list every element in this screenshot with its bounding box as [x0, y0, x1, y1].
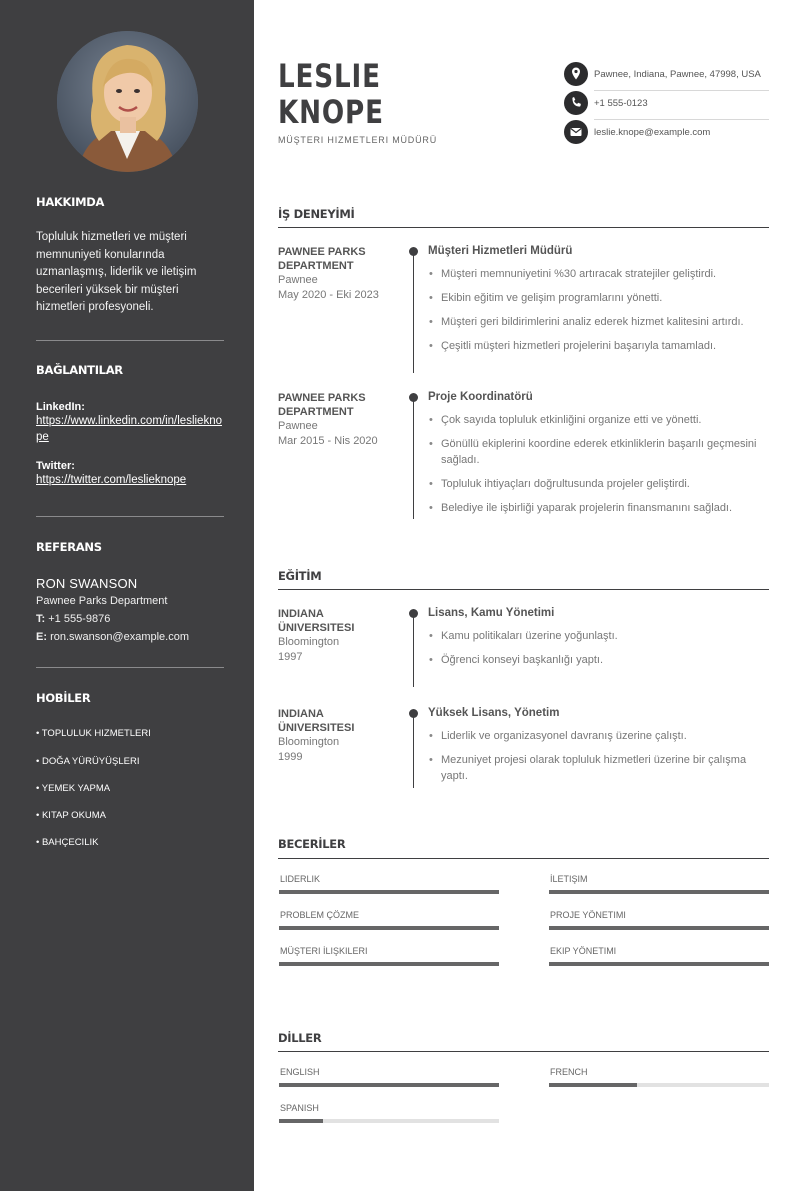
graduation-year: 1997 [278, 651, 303, 663]
hobby-item: • YEMEK YAPMA [36, 783, 111, 794]
degree-bullets [428, 628, 773, 668]
sidebar-divider [36, 667, 224, 668]
bullet-item: • Belediye ile işbirliği yaparak projelerin finansmanını sağladı. [428, 500, 773, 516]
bullet-item: • Ekibin eğitim ve gelişim programlarını yönetti. [428, 290, 773, 306]
reference-phone [36, 610, 224, 628]
section-rule [278, 589, 769, 590]
language-track [279, 1083, 499, 1087]
hobbies-section [36, 691, 224, 705]
skill-name: PROBLEM ÇÖZME [280, 910, 360, 920]
language-track [549, 1083, 769, 1087]
skill-track [279, 926, 499, 930]
skill-fill [549, 962, 769, 966]
reference-company: Pawnee Parks Department [36, 595, 168, 607]
skill-track [549, 890, 769, 894]
skills-heading: BECERİLER [278, 837, 346, 851]
language-fill [549, 1083, 637, 1087]
hobby-item: • KITAP OKUMA [36, 810, 107, 821]
employer-location: Pawnee [278, 274, 318, 286]
languages-heading: DİLLER [278, 1031, 322, 1045]
section-rule [278, 858, 769, 859]
skill-name: EKIP YÖNETIMI [550, 946, 617, 956]
location-pin-icon [564, 62, 588, 86]
reference-heading: REFERANS [36, 540, 102, 554]
skill-bar [549, 910, 769, 920]
skill-bar [279, 946, 499, 956]
person-name [278, 58, 384, 130]
bullet-item: • Müşteri memnuniyetini %30 artıracak stratejiler geliştirdi. [428, 266, 773, 282]
job-bullets [428, 412, 773, 516]
school-location: Bloomington [278, 736, 340, 748]
education-heading: EĞİTİM [278, 569, 322, 583]
graduation-year: 1999 [278, 751, 303, 763]
section-rule [278, 227, 769, 228]
employer-name: PAWNEE PARKS DEPARTMENT [278, 392, 366, 418]
skill-track [279, 962, 499, 966]
links-section [36, 363, 224, 488]
school-location: Bloomington [278, 636, 340, 648]
bullet-item: • Müşteri geri bildirimlerini analiz ederek hizmet kalitesini artırdı. [428, 314, 773, 330]
skill-name: PROJE YÖNETIMI [550, 910, 626, 920]
link-twitter [36, 460, 224, 488]
contact-phone [564, 91, 769, 120]
skill-bar [279, 874, 499, 884]
reference-phone-value: +1 555-9876 [48, 613, 111, 625]
first-name: LESLIE [278, 57, 381, 95]
degree-bullets [428, 728, 773, 784]
skill-fill [549, 926, 769, 930]
section-rule [278, 1051, 769, 1052]
timeline-dot [409, 709, 418, 718]
twitter-label: Twitter: [36, 460, 75, 472]
contact-email [564, 120, 769, 149]
employment-dates: Mar 2015 - Nis 2020 [278, 435, 378, 447]
employment-dates: May 2020 - Eki 2023 [278, 289, 379, 301]
address-text: Pawnee, Indiana, Pawnee, 47998, USA [594, 69, 761, 80]
bullet-item: • Kamu politikaları üzerine yoğunlaştı. [428, 628, 773, 644]
skill-bar [549, 946, 769, 956]
reference-email-value: ron.swanson@example.com [50, 631, 190, 643]
experience-entry-details [428, 391, 773, 524]
language-fill [279, 1083, 499, 1087]
hobbies-heading: HOBİLER [36, 691, 91, 705]
bullet-item: • Gönüllü ekiplerini koordine ederek etkinliklerin başarılı geçmesini sağladı. [428, 436, 773, 468]
language-name: SPANISH [280, 1103, 319, 1113]
school-name: INDIANA ÜNIVERSITESI [278, 608, 355, 634]
timeline-line [413, 251, 414, 373]
language-track [279, 1119, 499, 1123]
link-linkedin [36, 401, 224, 445]
email-icon [564, 120, 588, 144]
bullet-item: • Topluluk ihtiyaçları doğrultusunda projeler geliştirdi. [428, 476, 773, 492]
skill-fill [549, 890, 769, 894]
contact-address [564, 62, 769, 91]
skill-fill [279, 890, 499, 894]
reference-phone-label: T: [36, 613, 46, 625]
timeline-line [413, 397, 414, 519]
job-role: Müşteri Hizmetleri Müdürü [428, 245, 573, 257]
skill-fill [279, 962, 499, 966]
employer-location: Pawnee [278, 420, 318, 432]
profile-photo-image [57, 31, 198, 172]
links-heading: BAĞLANTILAR [36, 363, 123, 377]
job-role: Proje Koordinatörü [428, 391, 533, 403]
linkedin-label: LinkedIn: [36, 401, 85, 413]
phone-icon [564, 91, 588, 115]
education-entry-details [428, 607, 773, 676]
sidebar [0, 0, 254, 1191]
education-entry-details [428, 707, 773, 792]
experience-entry-details [428, 245, 773, 362]
degree-name: Lisans, Kamu Yönetimi [428, 607, 555, 619]
skill-name: MÜŞTERI İLIŞKILERI [280, 946, 368, 956]
experience-entry-meta [278, 245, 398, 303]
skill-fill [279, 926, 499, 930]
skill-name: LIDERLIK [280, 874, 321, 884]
hobby-item: • DOĞA YÜRÜYÜŞLERI [36, 756, 140, 767]
timeline-line [413, 713, 414, 788]
sidebar-divider [36, 516, 224, 517]
hobby-item: • TOPLULUK HIZMETLERI [36, 728, 151, 739]
language-bar [279, 1103, 499, 1113]
hobby-item: • BAHÇECILIK [36, 837, 99, 848]
skill-bar [549, 874, 769, 884]
sidebar-divider [36, 340, 224, 341]
phone-text: +1 555-0123 [594, 98, 648, 109]
profile-photo [57, 31, 198, 172]
degree-name: Yüksek Lisans, Yönetim [428, 707, 560, 719]
education-entry-meta [278, 707, 398, 765]
bullet-item: • Liderlik ve organizasyonel davranış üzerine çalıştı. [428, 728, 773, 744]
timeline-dot [409, 393, 418, 402]
experience-heading: İŞ DENEYİMİ [278, 207, 355, 221]
skill-track [549, 962, 769, 966]
about-section [36, 195, 224, 317]
twitter-link[interactable]: https://twitter.com/leslieknope [36, 474, 187, 486]
experience-entry-meta [278, 391, 398, 449]
language-name: FRENCH [550, 1067, 588, 1077]
timeline-dot [409, 247, 418, 256]
email-text[interactable]: leslie.knope@example.com [594, 127, 711, 138]
bullet-item: • Çeşitli müşteri hizmetleri projelerini başarıyla tamamladı. [428, 338, 773, 354]
skill-track [279, 890, 499, 894]
skill-name: İLETIŞIM [550, 874, 588, 884]
last-name: KNOPE [278, 93, 384, 131]
skill-bar [279, 910, 499, 920]
language-fill [279, 1119, 323, 1123]
school-name: INDIANA ÜNIVERSITESI [278, 708, 355, 734]
language-bar [279, 1067, 499, 1077]
language-bar [549, 1067, 769, 1077]
timeline-line [413, 613, 414, 687]
reference-email [36, 628, 224, 646]
job-title: MÜŞTERI HIZMETLERI MÜDÜRÜ [278, 135, 437, 145]
bullet-item: • Çok sayıda topluluk etkinliğini organize etti ve yönetti. [428, 412, 773, 428]
employer-name: PAWNEE PARKS DEPARTMENT [278, 246, 366, 272]
skill-track [549, 926, 769, 930]
timeline-dot [409, 609, 418, 618]
job-bullets [428, 266, 773, 354]
reference-section [36, 540, 224, 646]
language-name: ENGLISH [280, 1067, 320, 1077]
about-heading: HAKKIMDA [36, 195, 105, 209]
linkedin-link[interactable]: https://www.linkedin.com/in/leslieknope [36, 415, 222, 443]
bullet-item: • Mezuniyet projesi olarak topluluk hizmetleri üzerine bir çalışma yaptı. [428, 752, 773, 784]
reference-name: RON SWANSON [36, 576, 138, 591]
bullet-item: • Öğrenci konseyi başkanlığı yaptı. [428, 652, 773, 668]
reference-email-label: E: [36, 631, 47, 643]
education-entry-meta [278, 607, 398, 665]
about-text: Topluluk hizmetleri ve müşteri memnuniyeti konularında uzmanlaşmış, liderlik ve iletişim becerileri yüksek bir müşteri hizmetleri profesyoneli. [36, 231, 197, 314]
